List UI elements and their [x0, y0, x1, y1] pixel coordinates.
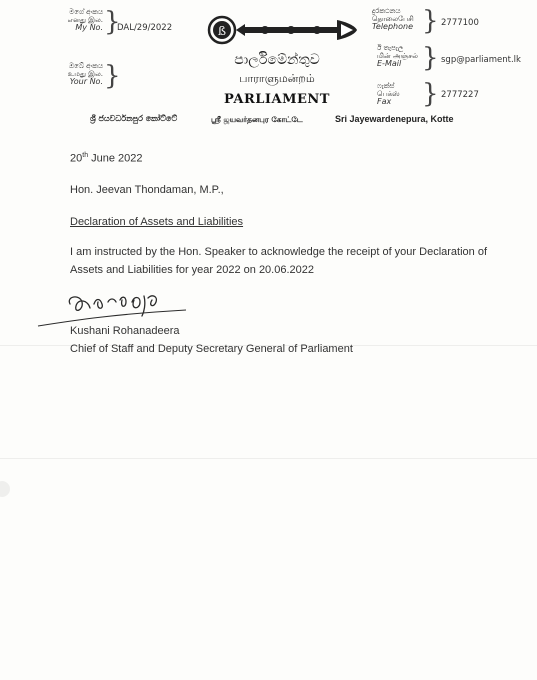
svg-text:ß: ß [217, 24, 227, 38]
name-english: PARLIAMENT [224, 92, 330, 107]
recipient: Hon. Jeevan Thondaman, M.P., [70, 184, 224, 196]
signatory-name: Kushani Rohanadeera [70, 325, 180, 337]
subject: Declaration of Assets and Liabilities [70, 216, 244, 228]
fax-label: ෆැක්ස් பெக்ஸ் Fax [377, 82, 400, 106]
my-no-label: මගේ අංකය எனது இல. My No. [67, 8, 103, 32]
letter-page: මගේ අංකය எனது இல. My No. } DAL/29/2022 ඔබේ අංකය உமது இல. Your No. } ß පාර්ලිමේන්තුව பாராளுமன்றம் PARLIAMENT දුරකථනය தொலைபேசி Telephone } 2777100 ඊ තැපැල மின் அஞ்சல் E-Mail } sgp@parliament.lk ෆැක්ස් பெக்ஸ் Fax } 2777227 ශ්‍රී ජයවර්ධනපුර කෝට්ටේ ஸ்ரீ ஜயவர்தனபுர கோட்டே Sri Jayewardenepura, Kotte 20th June 2022 Hon. Jeevan Thondaman, M.P., Declaration of Assets and Liabilities I am instructed by the Hon. Speaker to acknowledge the receipt of your Declaration of Assets and Liabilities for year 2022 on 20.06.2022 Kushani Rohanadeera Chief of Staff and Deputy Secretary General of Parliament [0, 0, 537, 680]
fold-line [0, 458, 537, 459]
email-label: ඊ තැපැල மின் அஞ்சல் E-Mail [377, 44, 418, 68]
address-tamil: ஸ்ரீ ஜயவர்தனபுர கோட்டே [211, 115, 303, 124]
signatory-title: Chief of Staff and Deputy Secretary General of Parliament [70, 343, 353, 355]
address-english: Sri Jayewardenepura, Kotte [335, 114, 454, 124]
body-line-2: Assets and Liabilities for year 2022 on 20.06.2022 [70, 264, 314, 276]
your-no-label: ඔබේ අංකය உமது இல. Your No. [67, 62, 103, 86]
my-no-value: DAL/29/2022 [117, 23, 173, 33]
body-line-1: I am instructed by the Hon. Speaker to acknowledge the receipt of your Declaration of [70, 246, 488, 258]
parliament-mace-emblem [205, 10, 360, 50]
telephone-label: දුරකථනය தொலைபேசி Telephone [372, 7, 414, 31]
fax-value: 2777227 [441, 90, 479, 100]
letter-date: 20th June 2022 [70, 152, 143, 165]
address-sinhala: ශ්‍රී ජයවර්ධනපුර කෝට්ටේ [90, 114, 178, 123]
name-tamil: பாராளுமன்றம் [239, 72, 315, 85]
punch-hole [0, 481, 10, 497]
name-sinhala: පාර්ලිමේන්තුව [234, 52, 320, 68]
handwritten-signature [36, 290, 206, 330]
email-value: sgp@parliament.lk [441, 55, 521, 65]
telephone-value: 2777100 [441, 18, 479, 28]
